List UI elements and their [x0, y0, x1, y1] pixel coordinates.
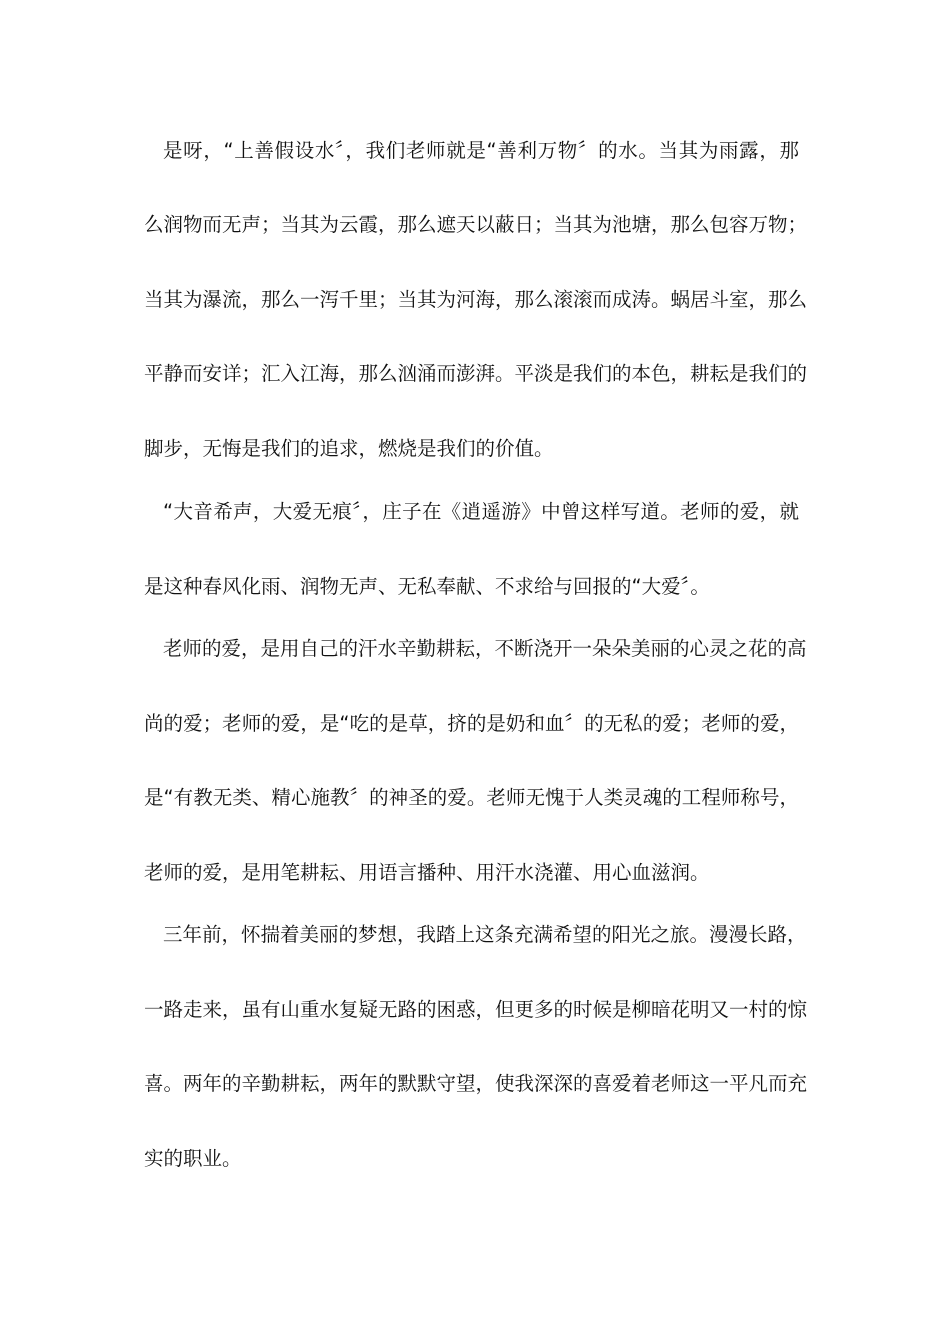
paragraph-2-line-1: “大音希声，大爱无痕〞，庄子在《逍遥游》中曾这样写道。老师的爱，就: [163, 500, 799, 523]
paragraph-4-line-4: 实的职业。: [144, 1147, 242, 1170]
paragraph-3-line-2: 尚的爱；老师的爱，是“吃的是草，挤的是奶和血〞的无私的爱；老师的爱，: [144, 712, 799, 735]
paragraph-3-line-1: 老师的爱，是用自己的汗水辛勤耕耘，不断浇开一朵朵美丽的心灵之花的高: [163, 637, 807, 660]
paragraph-3-line-4: 老师的爱，是用笔耕耘、用语言播种、用汗水浇灌、用心血滋润。: [144, 861, 710, 884]
paragraph-1-line-3: 当其为瀑流，那么一泻千里；当其为河海，那么滚滚而成涛。蜗居斗室，那么: [144, 288, 808, 311]
paragraph-1-line-4: 平静而安详；汇入江海，那么汹涌而澎湃。平淡是我们的本色，耕耘是我们的: [144, 362, 808, 385]
paragraph-4-line-1: 三年前，怀揣着美丽的梦想，我踏上这条充满希望的阳光之旅。漫漫长路，: [163, 923, 807, 946]
paragraph-1-line-1: 是呀，“上善假设水〞，我们老师就是“善利万物〞的水。当其为雨露，那: [163, 139, 799, 162]
paragraph-4-line-3: 喜。两年的辛勤耕耘，两年的默默守望，使我深深的喜爱着老师这一平凡而充: [144, 1072, 808, 1095]
paragraph-3-line-3: 是“有教无类、精心施教〞的神圣的爱。老师无愧于人类灵魂的工程师称号，: [144, 786, 799, 809]
paragraph-1-line-5: 脚步，无悔是我们的追求，燃烧是我们的价值。: [144, 437, 554, 460]
paragraph-2-line-2: 是这种春风化雨、润物无声、无私奉献、不求给与回报的“大爱〞。: [144, 575, 710, 598]
paragraph-1-line-2: 么润物而无声；当其为云霞，那么遮天以蔽日；当其为池塘，那么包容万物；: [144, 213, 808, 236]
paragraph-4-line-2: 一路走来，虽有山重水复疑无路的困惑，但更多的时候是柳暗花明又一村的惊: [144, 998, 808, 1021]
